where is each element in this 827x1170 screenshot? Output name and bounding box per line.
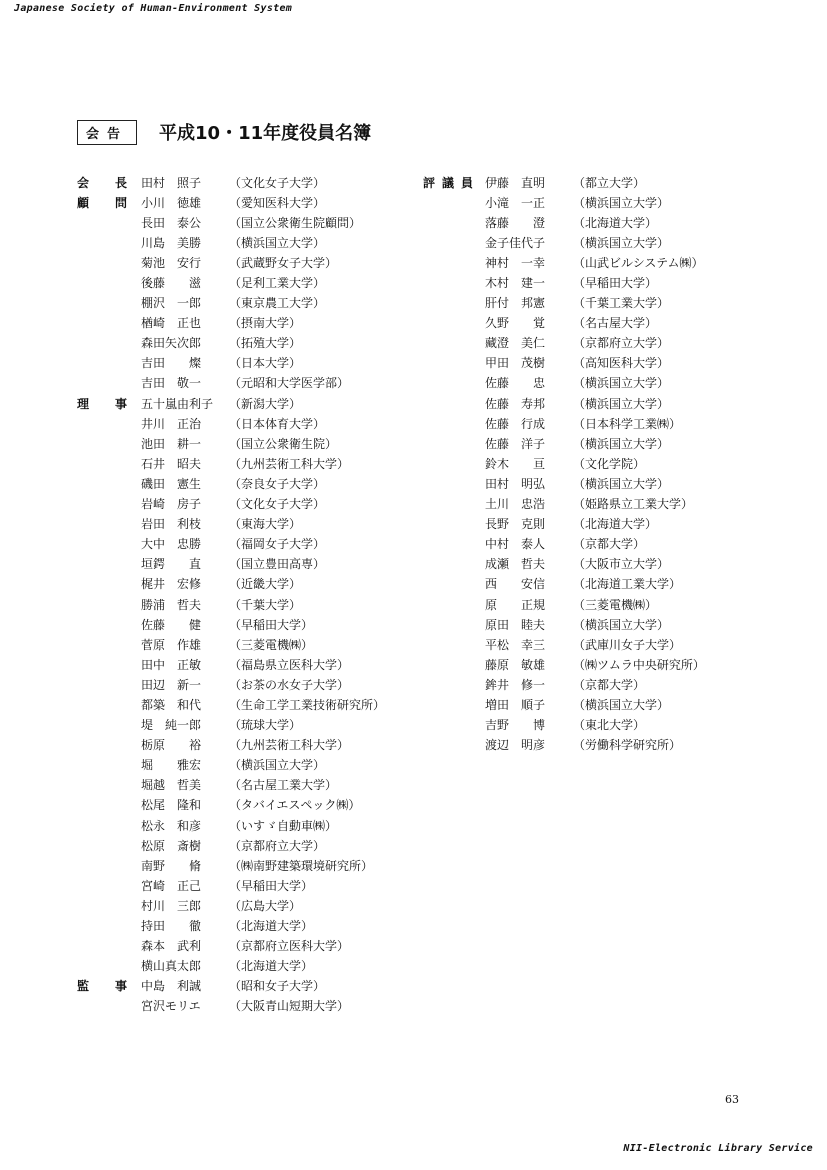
member-affiliation: （北海道大学） <box>573 517 658 532</box>
page-number: 63 <box>725 1093 739 1106</box>
member-affiliation: （九州芸術工科大学） <box>229 456 350 471</box>
member-affiliation: （労働科学研究所） <box>573 738 682 753</box>
roster-row <box>423 554 705 574</box>
roster-row <box>77 172 385 192</box>
member-affiliation: （国立公衆衛生院） <box>229 436 338 451</box>
roster-row <box>77 192 385 212</box>
member-affiliation: （横浜国立大学） <box>229 235 326 250</box>
member-name: 堀 雅宏 <box>141 758 202 773</box>
member-name: 楢崎 正也 <box>141 316 202 331</box>
roster-row <box>77 272 385 292</box>
member-name: 持田 徹 <box>141 919 202 934</box>
member-name: 藤原 敏雄 <box>485 657 546 672</box>
member-name: 西 安信 <box>485 577 546 592</box>
roster-row <box>77 735 385 755</box>
member-name: 佐藤 健 <box>141 617 202 632</box>
member-affiliation: （㈱ツムラ中央研究所） <box>573 657 705 672</box>
member-affiliation: （武庫川女子大学） <box>573 637 682 652</box>
roster-row <box>423 614 705 634</box>
roster-row <box>423 373 705 393</box>
role-label: 会 長 <box>77 175 127 190</box>
roster-row <box>77 956 385 976</box>
member-affiliation: （横浜国立大学） <box>573 436 670 451</box>
member-affiliation: （高知医科大学） <box>573 356 670 371</box>
role-label: 監 事 <box>77 979 127 994</box>
roster-row <box>77 353 385 373</box>
member-affiliation: （文化女子大学） <box>229 497 326 512</box>
member-affiliation: （国立公衆衛生院顧問） <box>229 215 362 230</box>
roster-row <box>423 353 705 373</box>
member-name: 井川 正治 <box>141 416 202 431</box>
member-name: 久野 覚 <box>485 316 546 331</box>
member-name: 田村 照子 <box>141 175 202 190</box>
member-name: 土川 忠浩 <box>485 497 546 512</box>
member-affiliation: （横浜国立大学） <box>229 758 326 773</box>
roster-row <box>77 674 385 694</box>
member-name: 中島 利誠 <box>141 979 202 994</box>
member-name: 五十嵐由利子 <box>141 396 214 411</box>
roster-row <box>77 694 385 714</box>
member-name: 鈴木 亘 <box>485 456 546 471</box>
member-affiliation: （京都大学） <box>573 537 646 552</box>
roster-row <box>423 433 705 453</box>
roster-row <box>77 393 385 413</box>
member-affiliation: （早稲田大学） <box>229 617 314 632</box>
member-affiliation: （大阪青山短期大学） <box>229 999 350 1014</box>
member-name: 後藤 滋 <box>141 276 202 291</box>
member-affiliation: （東京農工大学） <box>229 296 326 311</box>
member-name: 佐藤 寿邦 <box>485 396 546 411</box>
member-name: 堀越 哲美 <box>141 778 202 793</box>
roster-row <box>423 514 705 534</box>
member-affiliation: （横浜国立大学） <box>573 195 670 210</box>
roster-row <box>77 795 385 815</box>
roster-row <box>77 654 385 674</box>
member-affiliation: （九州芸術工科大学） <box>229 738 350 753</box>
roster-row <box>77 252 385 272</box>
left-roster-column <box>77 172 385 1016</box>
member-affiliation: （㈱南野建築環境研究所） <box>229 858 374 873</box>
member-name: 垣鍔 直 <box>141 557 202 572</box>
notice-badge: 会告 <box>77 120 137 145</box>
roster-row <box>77 574 385 594</box>
member-name: 吉田 敬一 <box>141 376 202 391</box>
member-name: 吉田 燦 <box>141 356 202 371</box>
roster-row <box>77 875 385 895</box>
roster-row <box>423 715 705 735</box>
member-affiliation: （北海道工業大学） <box>573 577 682 592</box>
member-affiliation: （京都府立医科大学） <box>229 939 350 954</box>
member-name: 小川 徳雄 <box>141 195 202 210</box>
member-affiliation: （武蔵野女子大学） <box>229 255 338 270</box>
roster-row <box>77 212 385 232</box>
member-name: 大中 忠勝 <box>141 537 202 552</box>
member-name: 岩崎 房子 <box>141 497 202 512</box>
member-affiliation: （早稲田大学） <box>229 878 314 893</box>
roster-row <box>423 272 705 292</box>
roster-row <box>77 835 385 855</box>
roster-row <box>423 574 705 594</box>
member-name: 長田 泰公 <box>141 215 202 230</box>
member-name: 鉾井 修一 <box>485 677 546 692</box>
member-affiliation: （早稲田大学） <box>573 276 658 291</box>
member-affiliation: （横浜国立大学） <box>573 476 670 491</box>
member-name: 森田矢次郎 <box>141 336 202 351</box>
roster-row <box>77 433 385 453</box>
roster-row <box>423 252 705 272</box>
member-name: 田中 正敏 <box>141 657 202 672</box>
member-name: 松原 斎樹 <box>141 838 202 853</box>
member-affiliation: （足利工業大学） <box>229 276 326 291</box>
roster-row <box>423 494 705 514</box>
member-affiliation: （京都府立大学） <box>573 336 670 351</box>
member-name: 吉野 博 <box>485 718 546 733</box>
member-affiliation: （いすゞ自動車㈱） <box>229 818 338 833</box>
member-name: 藏澄 美仁 <box>485 336 546 351</box>
member-affiliation: （東北大学） <box>573 718 646 733</box>
roster-row <box>77 494 385 514</box>
roster-row <box>77 815 385 835</box>
member-name: 南野 脩 <box>141 858 202 873</box>
roster-row <box>77 915 385 935</box>
roster-row <box>77 715 385 735</box>
roster-row <box>423 534 705 554</box>
member-name: 横山真太郎 <box>141 959 202 974</box>
roster-row <box>423 393 705 413</box>
roster-row <box>423 232 705 252</box>
roster-row <box>423 293 705 313</box>
roster-row <box>77 976 385 996</box>
member-affiliation: （タバイエスペック㈱） <box>229 798 361 813</box>
member-affiliation: （名古屋大学） <box>573 316 658 331</box>
right-roster-column <box>423 172 705 755</box>
page-footer: NII-Electronic Library Service <box>623 1143 813 1154</box>
member-affiliation: （横浜国立大学） <box>573 697 670 712</box>
member-affiliation: （福岡女子大学） <box>229 537 326 552</box>
member-name: 宮沢モリエ <box>141 999 201 1014</box>
member-name: 原 正規 <box>485 597 546 612</box>
member-name: 棚沢 一郎 <box>141 296 202 311</box>
roster-row <box>77 373 385 393</box>
roster-row <box>77 413 385 433</box>
roster-row <box>77 333 385 353</box>
member-affiliation: （新潟大学） <box>229 396 302 411</box>
member-name: 都築 和代 <box>141 697 202 712</box>
member-affiliation: （姫路県立工業大学） <box>573 497 694 512</box>
member-affiliation: （三菱電機㈱） <box>573 597 658 612</box>
role-label: 評 議 員 <box>423 175 473 190</box>
member-affiliation: （三菱電機㈱） <box>229 637 314 652</box>
member-affiliation: （千葉工業大学） <box>573 296 670 311</box>
roster-row <box>77 534 385 554</box>
member-affiliation: （昭和女子大学） <box>229 979 326 994</box>
member-affiliation: （国立豊田高専） <box>229 557 326 572</box>
roster-row <box>423 453 705 473</box>
page-header: Japanese Society of Human-Environment System <box>14 3 293 14</box>
member-affiliation: （京都大学） <box>573 677 646 692</box>
roster-row <box>423 313 705 333</box>
member-affiliation: （元昭和大学医学部） <box>229 376 350 391</box>
roster-row <box>423 674 705 694</box>
roster-row <box>423 735 705 755</box>
member-name: 勝浦 哲夫 <box>141 597 202 612</box>
member-affiliation: （都立大学） <box>573 175 646 190</box>
member-name: 落藤 澄 <box>485 215 546 230</box>
member-name: 川島 美勝 <box>141 235 202 250</box>
page-title: 平成10・11年度役員名簿 <box>159 123 372 144</box>
roster-row <box>77 614 385 634</box>
member-name: 木村 建一 <box>485 276 546 291</box>
roster-row <box>77 313 385 333</box>
member-name: 松永 和彦 <box>141 818 202 833</box>
member-affiliation: （日本体育大学） <box>229 416 326 431</box>
member-affiliation: （山武ビルシステム㈱） <box>573 255 704 270</box>
roster-row <box>77 996 385 1016</box>
roster-row <box>77 473 385 493</box>
roster-row <box>423 192 705 212</box>
roster-row <box>77 594 385 614</box>
member-name: 原田 睦夫 <box>485 617 546 632</box>
member-name: 岩田 利枝 <box>141 517 202 532</box>
member-name: 石井 昭夫 <box>141 456 202 471</box>
member-affiliation: （北海道大学） <box>229 919 314 934</box>
member-name: 菅原 作雄 <box>141 637 202 652</box>
member-name: 田村 明弘 <box>485 476 546 491</box>
member-affiliation: （文化学院） <box>573 456 646 471</box>
roster-row <box>423 634 705 654</box>
member-name: 中村 泰人 <box>485 537 546 552</box>
roster-row <box>77 895 385 915</box>
member-affiliation: （生命工学工業技術研究所） <box>229 697 386 712</box>
member-name: 伊藤 直明 <box>485 175 546 190</box>
member-affiliation: （日本大学） <box>229 356 302 371</box>
member-name: 平松 幸三 <box>485 637 546 652</box>
roster-row <box>77 755 385 775</box>
member-affiliation: （日本科学工業㈱） <box>573 416 682 431</box>
roster-row <box>77 855 385 875</box>
roster-row <box>423 333 705 353</box>
member-affiliation: （千葉大学） <box>229 597 302 612</box>
member-affiliation: （北海道大学） <box>573 215 658 230</box>
roster-row <box>77 554 385 574</box>
roster-row <box>77 634 385 654</box>
member-affiliation: （広島大学） <box>229 898 302 913</box>
member-name: 甲田 茂樹 <box>485 356 546 371</box>
member-affiliation: （近畿大学） <box>229 577 302 592</box>
member-affiliation: （奈良女子大学） <box>229 476 326 491</box>
role-label: 顧 問 <box>77 195 127 210</box>
roster-row <box>77 232 385 252</box>
roster-row <box>77 775 385 795</box>
member-name: 栃原 裕 <box>141 738 202 753</box>
title-row <box>77 119 371 145</box>
member-name: 佐藤 行成 <box>485 416 546 431</box>
member-name: 堤 純一郎 <box>141 718 202 733</box>
member-affiliation: （横浜国立大学） <box>573 617 670 632</box>
member-name: 金子佳代子 <box>485 235 546 250</box>
member-affiliation: （文化女子大学） <box>229 175 326 190</box>
roster-row <box>77 453 385 473</box>
roster-row <box>423 212 705 232</box>
member-affiliation: （横浜国立大学） <box>573 396 670 411</box>
member-name: 森本 武利 <box>141 939 202 954</box>
member-affiliation: （横浜国立大学） <box>573 235 670 250</box>
member-affiliation: （愛知医科大学） <box>229 195 326 210</box>
roster-row <box>423 594 705 614</box>
roster-row <box>423 473 705 493</box>
roster-row <box>423 413 705 433</box>
member-affiliation: （京都府立大学） <box>229 838 326 853</box>
member-name: 村川 三郎 <box>141 898 202 913</box>
member-affiliation: （名古屋工業大学） <box>229 778 338 793</box>
roster-row <box>423 172 705 192</box>
member-name: 渡辺 明彦 <box>485 738 546 753</box>
member-affiliation: （摂南大学） <box>229 316 302 331</box>
role-label: 理 事 <box>77 396 127 411</box>
member-name: 宮崎 正己 <box>141 878 202 893</box>
member-affiliation: （大阪市立大学） <box>573 557 670 572</box>
roster-row <box>423 654 705 674</box>
roster-row <box>423 694 705 714</box>
member-affiliation: （福島県立医科大学） <box>229 657 350 672</box>
member-name: 菊池 安行 <box>141 255 202 270</box>
member-name: 神村 一幸 <box>485 255 546 270</box>
member-affiliation: （お茶の水女子大学） <box>229 677 350 692</box>
member-affiliation: （東海大学） <box>229 517 302 532</box>
member-name: 松尾 隆和 <box>141 798 202 813</box>
member-name: 佐藤 忠 <box>485 376 546 391</box>
member-name: 佐藤 洋子 <box>485 436 546 451</box>
roster-row <box>77 293 385 313</box>
roster-row <box>77 514 385 534</box>
member-affiliation: （拓殖大学） <box>229 336 302 351</box>
member-name: 増田 順子 <box>485 697 546 712</box>
member-name: 長野 克則 <box>485 517 546 532</box>
member-name: 梶井 宏修 <box>141 577 202 592</box>
member-name: 池田 耕一 <box>141 436 202 451</box>
member-name: 田辺 新一 <box>141 677 202 692</box>
member-affiliation: （琉球大学） <box>229 718 302 733</box>
member-name: 成瀬 哲夫 <box>485 557 546 572</box>
roster-row <box>77 936 385 956</box>
member-name: 磯田 憲生 <box>141 476 202 491</box>
member-name: 肝付 邦憲 <box>485 296 546 311</box>
member-affiliation: （横浜国立大学） <box>573 376 670 391</box>
member-name: 小滝 一正 <box>485 195 546 210</box>
member-affiliation: （北海道大学） <box>229 959 314 974</box>
